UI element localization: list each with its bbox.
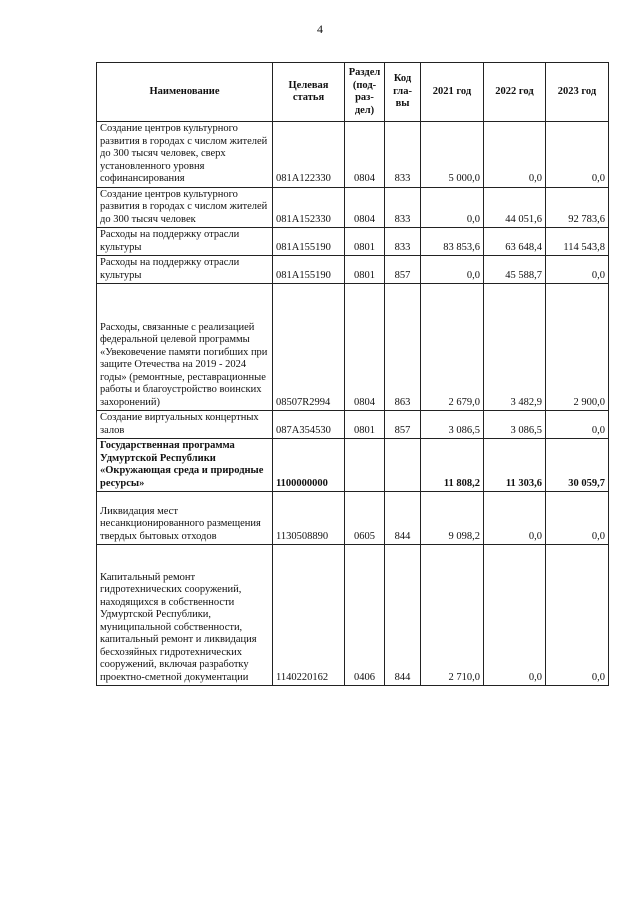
row-target: 081A152330 — [273, 187, 345, 228]
row-2023: 0,0 — [546, 545, 609, 686]
row-target: 1140220162 — [273, 545, 345, 686]
row-target: 081A122330 — [273, 122, 345, 188]
row-2022: 0,0 — [484, 545, 546, 686]
row-2021: 11 808,2 — [421, 439, 484, 492]
row-name: Расходы на поддержку отрасли культуры — [97, 256, 273, 284]
row-name: Создание центров культурного развития в городах с числом жителей до 300 тысяч человек, сверх установленного уровня софинансирования — [97, 122, 273, 188]
table-row-program — [97, 439, 609, 492]
row-target: 08507R2994 — [273, 284, 345, 411]
row-section: 0406 — [345, 545, 385, 686]
row-2022: 0,0 — [484, 492, 546, 545]
row-section — [345, 439, 385, 492]
row-target: 087A354530 — [273, 411, 345, 439]
row-2021: 3 086,5 — [421, 411, 484, 439]
row-2021: 2 710,0 — [421, 545, 484, 686]
row-section: 0605 — [345, 492, 385, 545]
row-2022: 3 086,5 — [484, 411, 546, 439]
header-chapter: Код гла-вы — [385, 63, 421, 122]
row-2022: 44 051,6 — [484, 187, 546, 228]
row-2021: 83 853,6 — [421, 228, 484, 256]
row-chapter: 857 — [385, 411, 421, 439]
budget-table — [96, 62, 609, 686]
row-section: 0804 — [345, 187, 385, 228]
row-chapter: 833 — [385, 122, 421, 188]
row-target: 1130508890 — [273, 492, 345, 545]
row-section: 0804 — [345, 122, 385, 188]
page-number: 4 — [317, 22, 323, 36]
row-chapter: 833 — [385, 228, 421, 256]
row-section: 0801 — [345, 228, 385, 256]
row-target: 1100000000 — [273, 439, 345, 492]
header-section: Раздел (под-раз-дел) — [345, 63, 385, 122]
row-chapter: 844 — [385, 545, 421, 686]
row-section: 0801 — [345, 256, 385, 284]
header-2022: 2022 год — [484, 63, 546, 122]
row-target: 081A155190 — [273, 256, 345, 284]
table-row — [97, 256, 609, 284]
row-2022: 11 303,6 — [484, 439, 546, 492]
table-row — [97, 411, 609, 439]
row-target: 081A155190 — [273, 228, 345, 256]
row-name: Капитальный ремонт гидротехнических сооружений, находящихся в собственности Удмуртской Республики, муниципальной собственности, капитальный ремонт и ликвидация бесхозяйных гидротехнических сооружений, включая разработку проектно-сметной документации — [97, 545, 273, 686]
table-header-row — [97, 63, 609, 122]
row-2021: 5 000,0 — [421, 122, 484, 188]
header-2023: 2023 год — [546, 63, 609, 122]
row-chapter: 844 — [385, 492, 421, 545]
row-section: 0804 — [345, 284, 385, 411]
row-2021: 0,0 — [421, 256, 484, 284]
row-2023: 0,0 — [546, 411, 609, 439]
row-chapter: 833 — [385, 187, 421, 228]
row-2022: 0,0 — [484, 122, 546, 188]
row-name: Создание виртуальных концертных залов — [97, 411, 273, 439]
row-2023: 30 059,7 — [546, 439, 609, 492]
table-row — [97, 284, 609, 411]
row-2022: 63 648,4 — [484, 228, 546, 256]
table-row — [97, 122, 609, 188]
row-2021: 2 679,0 — [421, 284, 484, 411]
row-name: Расходы, связанные с реализацией федеральной целевой программы «Увековечение памяти погибших при защите Отечества на 2019 - 2024 годы» (ремонтные, реставрационные работы и благоустройство воинских захоронений) — [97, 284, 273, 411]
row-2023: 2 900,0 — [546, 284, 609, 411]
header-2021: 2021 год — [421, 63, 484, 122]
row-2022: 45 588,7 — [484, 256, 546, 284]
row-section: 0801 — [345, 411, 385, 439]
row-name: Государственная программа Удмуртской Республики «Окружающая среда и природные ресурсы» — [97, 439, 273, 492]
row-2023: 0,0 — [546, 492, 609, 545]
row-chapter: 863 — [385, 284, 421, 411]
row-2021: 9 098,2 — [421, 492, 484, 545]
table-row — [97, 492, 609, 545]
header-target: Целевая статья — [273, 63, 345, 122]
table-row — [97, 228, 609, 256]
header-name: Наименование — [97, 63, 273, 122]
row-chapter: 857 — [385, 256, 421, 284]
table-row — [97, 545, 609, 686]
row-2022: 3 482,9 — [484, 284, 546, 411]
table-row — [97, 187, 609, 228]
row-2023: 114 543,8 — [546, 228, 609, 256]
row-chapter — [385, 439, 421, 492]
row-name: Создание центров культурного развития в городах с числом жителей до 300 тысяч человек — [97, 187, 273, 228]
row-2023: 92 783,6 — [546, 187, 609, 228]
row-2023: 0,0 — [546, 256, 609, 284]
row-name: Расходы на поддержку отрасли культуры — [97, 228, 273, 256]
row-2023: 0,0 — [546, 122, 609, 188]
row-name: Ликвидация мест несанкционированного размещения твердых бытовых отходов — [97, 492, 273, 545]
row-2021: 0,0 — [421, 187, 484, 228]
